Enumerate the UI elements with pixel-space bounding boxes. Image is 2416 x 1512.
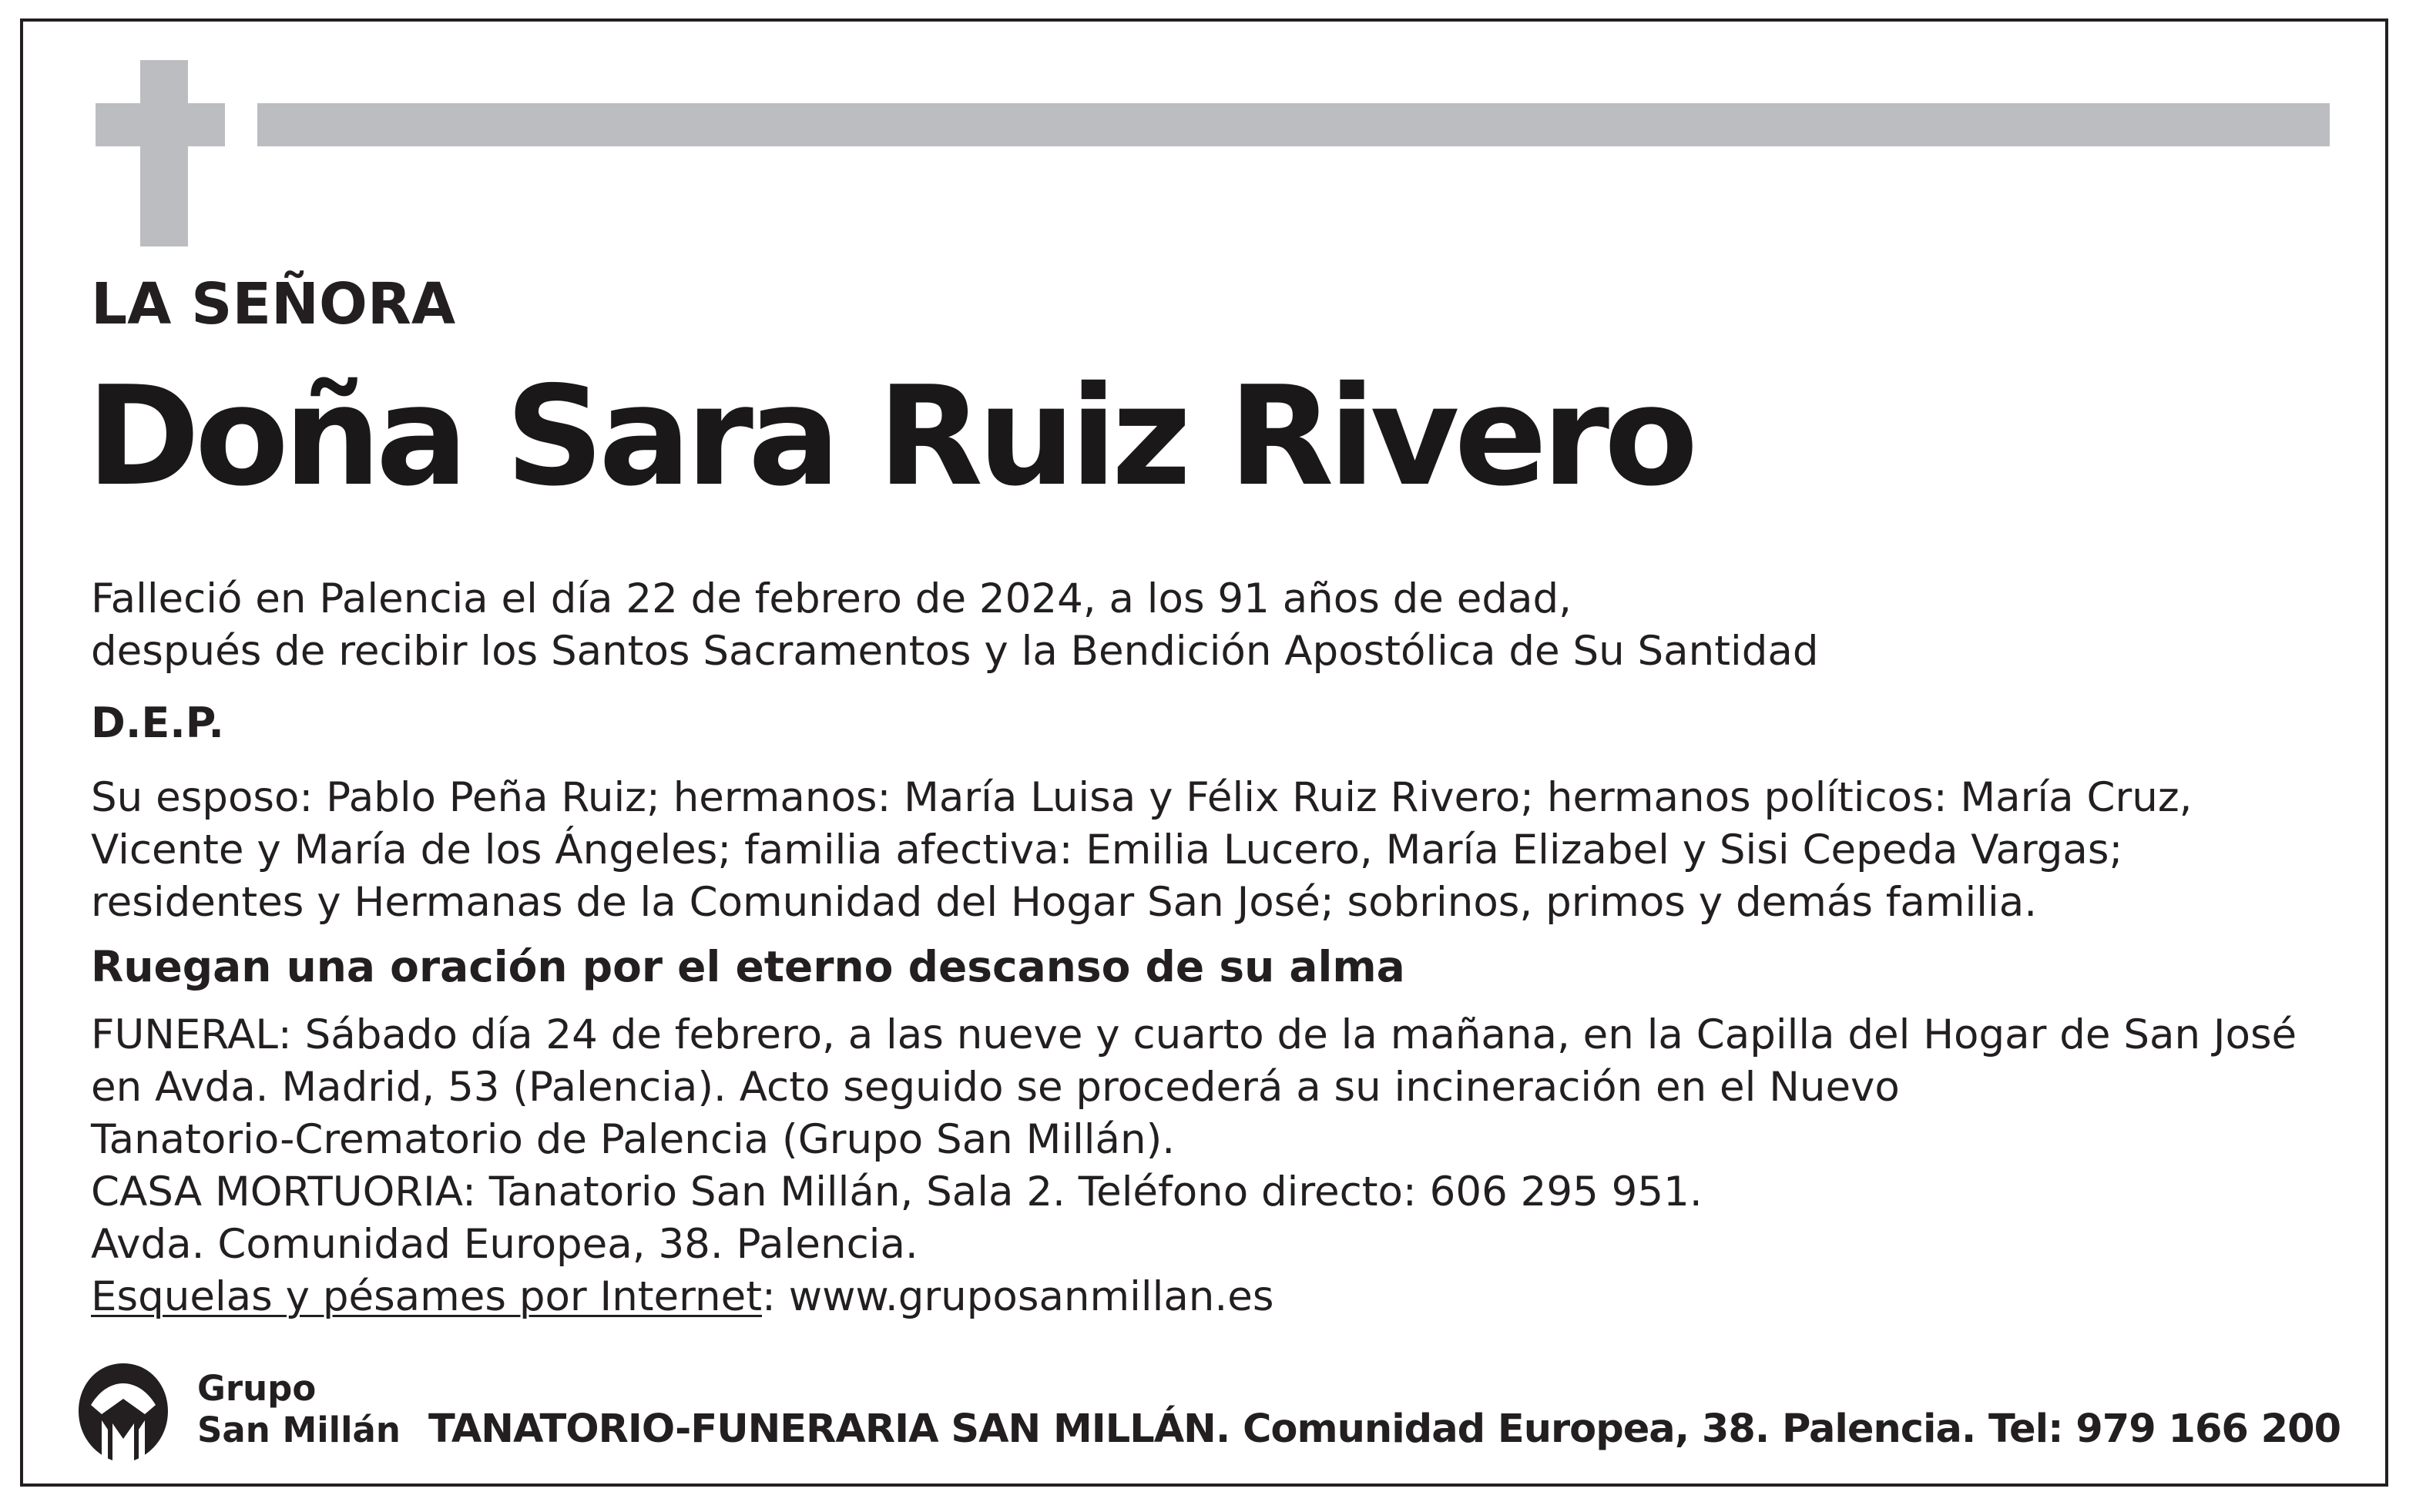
family-line: residentes y Hermanas de la Comunidad del Hogar San José; sobrinos, primos y demás familia. <box>91 879 2038 926</box>
internet-url: : www.gruposanmillan.es <box>762 1273 1274 1320</box>
deceased-name: Doña Sara Ruiz Rivero <box>86 357 1693 516</box>
internet-line <box>91 1271 2297 1323</box>
funeral-line: Avda. Comunidad Europea, 38. Palencia. <box>91 1221 918 1268</box>
dep-label: D.E.P. <box>91 699 224 747</box>
logo-line2: San Millán <box>197 1410 401 1450</box>
death-notice-line: después de recibir los Santos Sacramentos y la Bendición Apostólica de Su Santidad <box>91 628 1819 675</box>
funeral-line: FUNERAL: Sábado día 24 de febrero, a las nueve y cuarto de la mañana, en la Capilla del Hogar de San José <box>91 1011 2297 1058</box>
funeral-info <box>91 1009 2297 1323</box>
logo-text <box>197 1368 401 1451</box>
death-notice-line: Falleció en Palencia el día 22 de febrero de 2024, a los 91 años de edad, <box>91 575 1572 622</box>
prayer-request: Ruegan una oración por el eterno descanso de su alma <box>91 942 1405 991</box>
logo-line1: Grupo <box>197 1368 317 1409</box>
family-list <box>91 772 2193 929</box>
cross-vertical <box>140 60 188 246</box>
funeral-line: Tanatorio-Crematorio de Palencia (Grupo San Millán). <box>91 1116 1176 1163</box>
funeral-line: en Avda. Madrid, 53 (Palencia). Acto seguido se procederá a su incineración en el Nuevo <box>91 1064 1900 1111</box>
funeral-home-footer: TANATORIO-FUNERARIA SAN MILLÁN. Comunidad Europea, 38. Palencia. Tel: 979 166 200 <box>428 1406 2341 1452</box>
family-line: Vicente y María de los Ángeles; familia afectiva: Emilia Lucero, María Elizabel y Sisi Cepeda Vargas; <box>91 826 2123 873</box>
header-bar <box>257 103 2330 146</box>
funeral-line: CASA MORTUORIA: Tanatorio San Millán, Sala 2. Teléfono directo: 606 295 951. <box>91 1168 1703 1215</box>
intro-title: LA SEÑORA <box>91 271 456 337</box>
grupo-san-millan-logo-icon <box>74 1359 173 1463</box>
cross-horizontal <box>96 103 225 146</box>
family-line: Su esposo: Pablo Peña Ruiz; hermanos: María Luisa y Félix Ruiz Rivero; hermanos políticos: María Cruz, <box>91 774 2193 821</box>
death-notice <box>91 573 1819 678</box>
internet-label: Esquelas y pésames por Internet <box>91 1273 763 1320</box>
